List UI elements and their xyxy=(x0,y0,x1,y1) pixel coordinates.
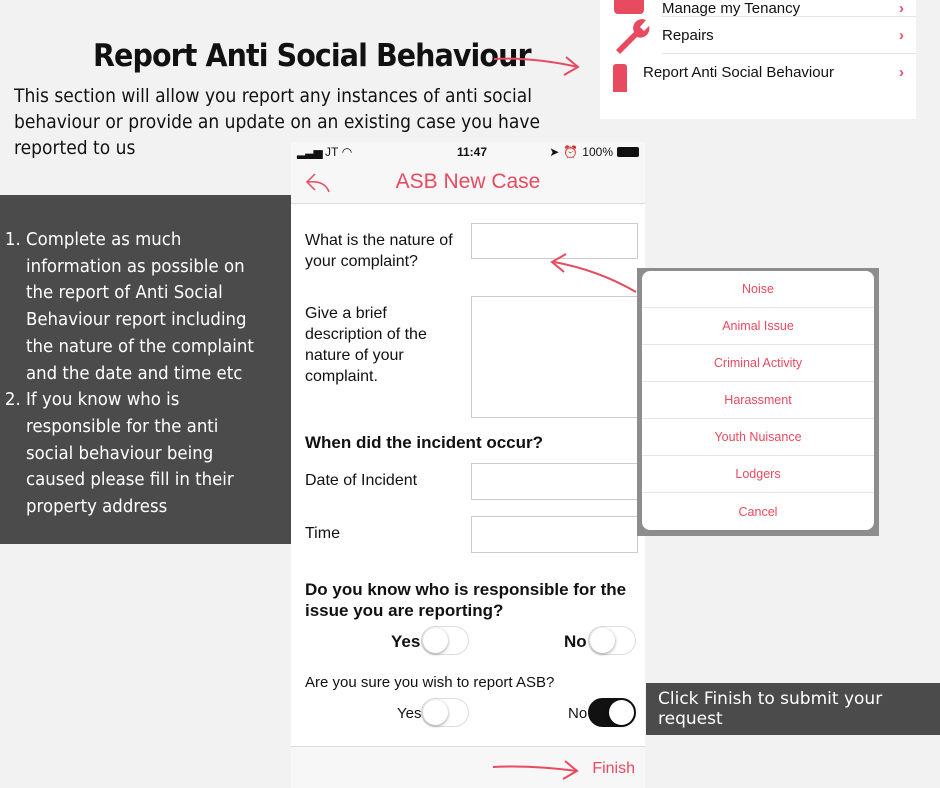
confirm-no-toggle[interactable] xyxy=(588,698,636,727)
menu-item-tenancy[interactable] xyxy=(662,0,916,17)
confirm-label: Are you sure you wish to report ASB? xyxy=(305,674,555,691)
wifi-icon: ◠ xyxy=(341,145,353,159)
battery-level: 100% xyxy=(582,145,613,159)
phone-screen xyxy=(291,142,645,788)
chevron-right-icon: › xyxy=(899,64,904,81)
confirm-yes-label: Yes xyxy=(397,705,422,722)
menu-label: Manage my Tenancy xyxy=(662,0,801,17)
option-criminal-activity[interactable]: Criminal Activity xyxy=(642,345,874,382)
finish-callout: Click Finish to submit your request xyxy=(646,683,940,735)
nav-title: ASB New Case xyxy=(395,170,541,193)
alarm-icon: ⏰ xyxy=(563,145,579,159)
time-label: Time xyxy=(305,525,340,542)
wrench-icon xyxy=(612,18,650,54)
battery-icon xyxy=(617,147,639,157)
tenancy-icon xyxy=(614,0,644,14)
intro-text: This section will allow you report any instances of anti social behaviour or provide an update on an existing case you have reported to us xyxy=(14,85,540,159)
nature-label: What is the nature of your complaint? xyxy=(305,232,453,270)
chevron-right-icon: › xyxy=(899,0,904,17)
finish-button[interactable]: Finish xyxy=(592,760,635,777)
who-yes-toggle[interactable] xyxy=(421,626,469,655)
app-menu xyxy=(600,0,916,119)
nav-bar xyxy=(291,162,645,204)
who-yes-label: Yes xyxy=(391,632,421,651)
signal-icon: ▂▃▅ xyxy=(297,145,322,159)
who-no-toggle[interactable] xyxy=(588,626,636,655)
menu-label: Report Anti Social Behaviour xyxy=(643,64,834,81)
option-youth-nuisance[interactable]: Youth Nuisance xyxy=(642,419,874,456)
arrow-icon xyxy=(491,759,583,783)
instructions-panel xyxy=(0,195,291,544)
cancel-button[interactable]: Cancel xyxy=(738,504,778,519)
clock: 11:47 xyxy=(457,145,488,159)
time-field[interactable] xyxy=(471,516,638,553)
menu-item-asb[interactable] xyxy=(643,54,916,91)
option-harassment[interactable]: Harassment xyxy=(642,382,874,419)
location-icon: ➤ xyxy=(549,145,560,159)
menu-item-repairs[interactable] xyxy=(662,17,916,54)
option-lodgers[interactable]: Lodgers xyxy=(642,456,874,493)
when-heading: When did the incident occur? xyxy=(305,433,543,452)
status-bar xyxy=(291,142,645,162)
option-animal-issue[interactable]: Animal Issue xyxy=(642,308,874,345)
spray-can-icon xyxy=(613,64,627,92)
arrow-icon xyxy=(492,55,584,79)
page-title: Report Anti Social Behaviour xyxy=(93,38,531,74)
confirm-yes-toggle[interactable] xyxy=(421,698,469,727)
option-noise[interactable]: Noise xyxy=(642,271,874,308)
date-field[interactable] xyxy=(471,463,638,500)
date-label: Date of Incident xyxy=(305,472,418,489)
step-1: 1. Complete as much information as possible on the report of Anti Social Behaviour report including the nature of the complaint and the date and time etc xyxy=(26,227,261,387)
step-2: 2. If you know who is responsible for the anti social behaviour being caused please fill in their property address xyxy=(26,387,261,521)
arrow-icon xyxy=(548,250,640,296)
chevron-right-icon: › xyxy=(899,26,904,44)
footer-bar xyxy=(291,746,645,788)
who-no-label: No xyxy=(564,632,587,651)
description-label: Give a brief description of the nature of your complaint. xyxy=(305,305,427,385)
confirm-no-label: No xyxy=(568,705,588,722)
carrier: JT xyxy=(325,145,339,159)
menu-label: Repairs xyxy=(662,26,714,44)
complaint-type-picker xyxy=(637,268,879,536)
who-heading: Do you know who is responsible for the issue you are reporting? xyxy=(305,580,627,620)
description-field[interactable] xyxy=(471,296,638,418)
